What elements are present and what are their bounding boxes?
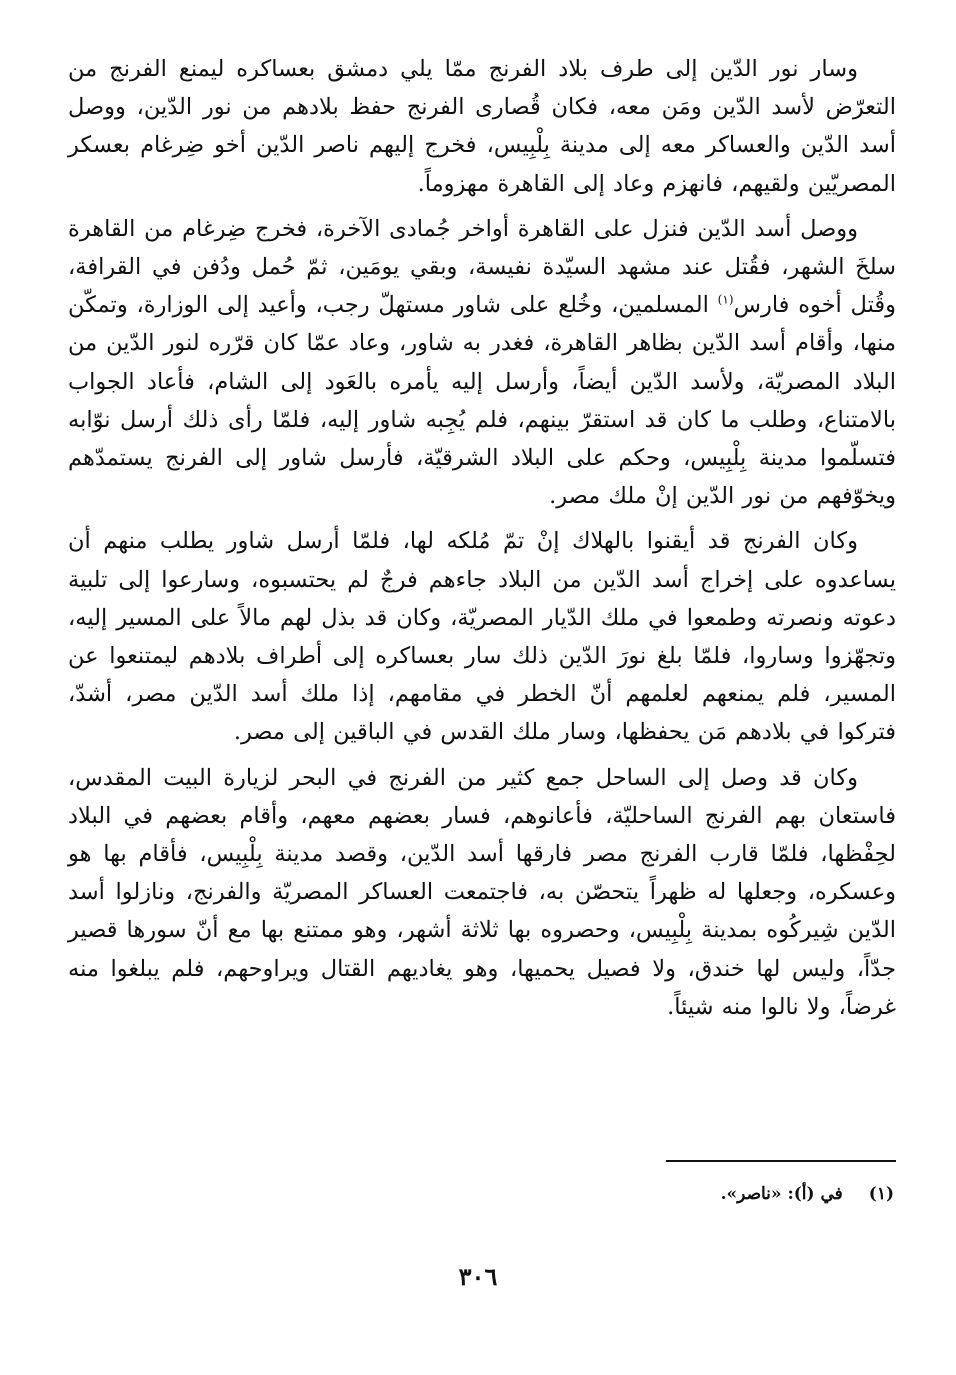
paragraph-2-text: ووصل أسد الدّين فنزل على القاهرة أواخر جُمادى الآخرة، فخرج ضِرغام من القاهرة سلخَ الشهر، فقُتل عند مشهد السيّدة نفيسة، وبقي يومَين، ثمّ حُمل ودُفن في القرافة، وقُتل أخوه فارس bbox=[68, 215, 896, 319]
footnote-text: في (أ): «ناصر». bbox=[720, 1184, 843, 1204]
paragraph-3: وكان الفرنج قد أيقنوا بالهلاك إنْ تمّ مُلكه لها، فلمّا أرسل شاور يطلب منهم أن يساعدوه على إخراج أسد الدّين من البلاد جاءهم فرجٌ لم يحتسبوه، وسارعوا إلى تلبية دعوته ونصرته وطمعوا في ملك الدّيار المصريّة، وكان قد بذل لهم مالاً على المسير إليه، وتجهّزوا وساروا، فلمّا بلغ نورَ الدّين ذلك سار بعساكره إلى أطراف بلادهم ليمتنعوا عن المسير، فلم يمنعهم لعلمهم أنّ الخطر في مقامهم، إذا ملك أسد الدّين مصر، أشدّ، فتركوا في بلادهم مَن يحفظها، وسار ملك القدس في الباقين إلى مصر. bbox=[68, 528, 896, 746]
footnote-number: (١) bbox=[868, 1184, 894, 1204]
paragraph-2 bbox=[68, 210, 896, 516]
paragraph-2-continuation: المسلمين، وخُلع على شاور مستهلّ رجب، وأعيد إلى الوزارة، وتمكّن منها، وأقام أسد الدّين بظاهر القاهرة، فغدر به شاور، وعاد عمّا كان قرّره لنور الدّين من البلاد المصريّة، ولأسد الدّين أيضاً، وأرسل إليه يأمره بالعَود إلى الشام، فأعاد الجواب بالامتناع، وطلب ما كان قد استقرّ بينهم، فلم يُجِبه شاور إليه، فلمّا رأى ذلك أرسل نوّابه فتسلّموا مدينة بِلْبِيس، وحكم على البلاد الشرقيّة، فأرسل شاور إلى الفرنج يستمدّهم ويخوّفهم من نور الدّين إنْ ملك مصر. bbox=[68, 292, 896, 510]
footnote-reference[interactable]: (١) bbox=[717, 292, 734, 307]
footnote bbox=[721, 1182, 894, 1206]
page-body bbox=[68, 50, 896, 1026]
page-number: ٣٠٦ bbox=[458, 1262, 498, 1291]
footnote-separator bbox=[666, 1160, 896, 1162]
paragraph-1: وسار نور الدّين إلى طرف بلاد الفرنج ممّا يلي دمشق بعساكره ليمنع الفرنج من التعرّض لأسد الدّين ومَن معه، فكان قُصارى الفرنج حفظ بلادهم من نور الدّين، ووصل أسد الدّين والعساكر معه إلى مدينة بِلْبِيس، فخرج إليهم ناصر الدّين أخو ضِرغام بعسكر المصريّين ولقيهم، فانهزم وعاد إلى القاهرة مهزوماً. bbox=[68, 56, 896, 197]
paragraph-4: وكان قد وصل إلى الساحل جمع كثير من الفرنج في البحر لزيارة البيت المقدس، فاستعان بهم الفرنج الساحليّة، فأعانوهم، فسار بعضهم معهم، وأقام بعضهم في البلاد لحِفْظها، فلمّا قارب الفرنج مصر فارقها أسد الدّين، وقصد مدينة بِلْبِيس، فأقام بها هو وعسكره، وجعلها له ظهراً يتحصّن به، فاجتمعت العساكر المصريّة والفرنج، ونازلوا أسد الدّين شِيركُوه بمدينة بِلْبِيس، وحصروه بها ثلاثة أشهر، وهو ممتنع بها مع أنّ سورها قصير جدّاً، وليس لها خندق، ولا فصيل يحميها، وهو يغاديهم القتال ويراوحهم، فلم يبلغوا منه غرضاً، ولا نالوا منه شيئاً. bbox=[68, 764, 896, 1020]
